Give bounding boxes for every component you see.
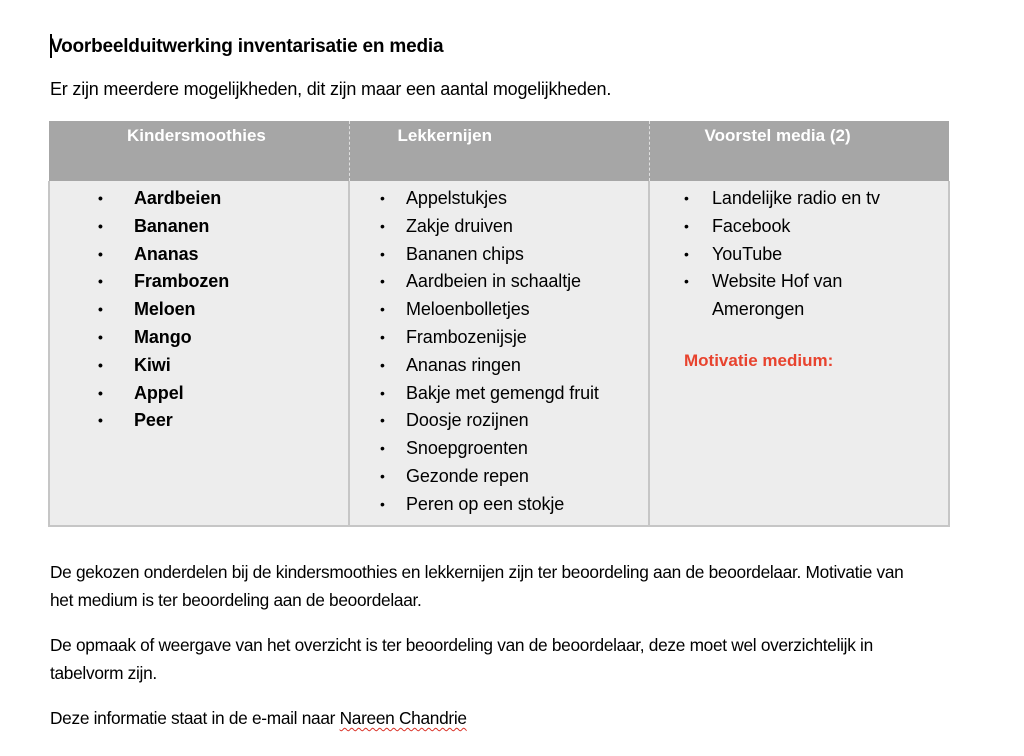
media-list [650,185,948,324]
bullet-icon: • [98,217,103,234]
media-cell [649,181,949,526]
bullet-icon: • [98,245,103,262]
table-header-row [49,121,949,181]
header-kindersmoothies: Kindersmoothies [49,121,349,181]
list-item: • Landelijke radio en tv [650,185,948,213]
list-item: • Meloenbolletjes [350,296,648,324]
list-item: • Zakje druiven [350,213,648,241]
list-item: • Appel [50,380,348,408]
list-item: • Peren op een stokje [350,491,648,519]
bullet-icon: • [380,440,385,457]
list-item: • Website Hof van Amerongen [650,268,902,324]
bullet-icon: • [684,273,689,290]
bullet-icon: • [98,190,103,206]
bullet-icon: • [98,273,103,290]
bullet-icon: • [380,384,385,401]
inventory-table [48,121,950,527]
table-body-row [49,181,949,526]
document-title: Voorbeelduitwerking inventarisatie en media [50,36,444,57]
bullet-icon: • [380,190,385,206]
bullet-icon: • [380,217,385,234]
bullet-icon: • [380,273,385,290]
list-item: • Mango [50,324,348,352]
bullet-icon: • [380,245,385,262]
list-item: • Facebook [650,213,948,241]
list-item: • Aardbeien in schaaltje [350,268,648,296]
bullet-icon: • [380,301,385,318]
list-item: • Appelstukjes [350,185,648,213]
list-item: • Bananen [50,213,348,241]
header-lekkernijen: Lekkernijen [349,121,649,181]
bullet-icon: • [684,217,689,234]
intro-text: Er zijn meerdere mogelijkheden, dit zijn maar een aantal mogelijkheden. [50,79,612,99]
bullet-icon: • [98,356,103,373]
paragraph-email [50,704,930,732]
bullet-icon: • [380,467,385,484]
list-item: • Kiwi [50,352,348,380]
recipient-name: Nareen Chandrie [339,708,467,728]
list-item: • Ananas [50,241,348,269]
list-item: • Frambozenijsje [350,324,648,352]
bullet-icon: • [684,245,689,262]
paragraph-beoordeling: De gekozen onderdelen bij de kindersmoothies en lekkernijen zijn ter beoordeling aan de beoordelaar. Motivatie van het medium is ter beoordeling aan de beoordelaar. [50,562,904,610]
bullet-icon: • [380,412,385,429]
list-item: • Doosje rozijnen [350,407,648,435]
list-item: • Frambozen [50,268,348,296]
lekkernijen-cell [349,181,649,526]
list-item: • Gezonde repen [350,463,648,491]
list-item: • Ananas ringen [350,352,648,380]
list-item: • Meloen [50,296,348,324]
list-item: • Bakje met gemengd fruit [350,380,648,408]
bullet-icon: • [684,190,689,206]
kindersmoothies-cell [49,181,349,526]
bullet-icon: • [98,301,103,318]
kindersmoothies-list [50,185,348,435]
paragraph-opmaak: De opmaak of weergave van het overzicht is ter beoordeling van de beoordelaar, deze moet wel overzichtelijk in tabelvorm zijn. [50,635,873,683]
header-media: Voorstel media (2) [649,121,949,181]
list-item: • Bananen chips [350,241,648,269]
lekkernijen-list [350,185,648,519]
bullet-icon: • [98,384,103,401]
email-text: Deze informatie staat in de e-mail naar [50,708,340,728]
bullet-icon: • [98,412,103,429]
list-item: • Aardbeien [50,185,348,213]
motivatie-medium-label: Motivatie medium: [684,350,834,370]
bullet-icon: • [380,495,385,512]
list-item: • Peer [50,407,348,435]
bullet-icon: • [98,328,103,345]
list-item: • YouTube [650,241,948,269]
bullet-icon: • [380,328,385,345]
bullet-icon: • [380,356,385,373]
list-item: • Snoepgroenten [350,435,648,463]
